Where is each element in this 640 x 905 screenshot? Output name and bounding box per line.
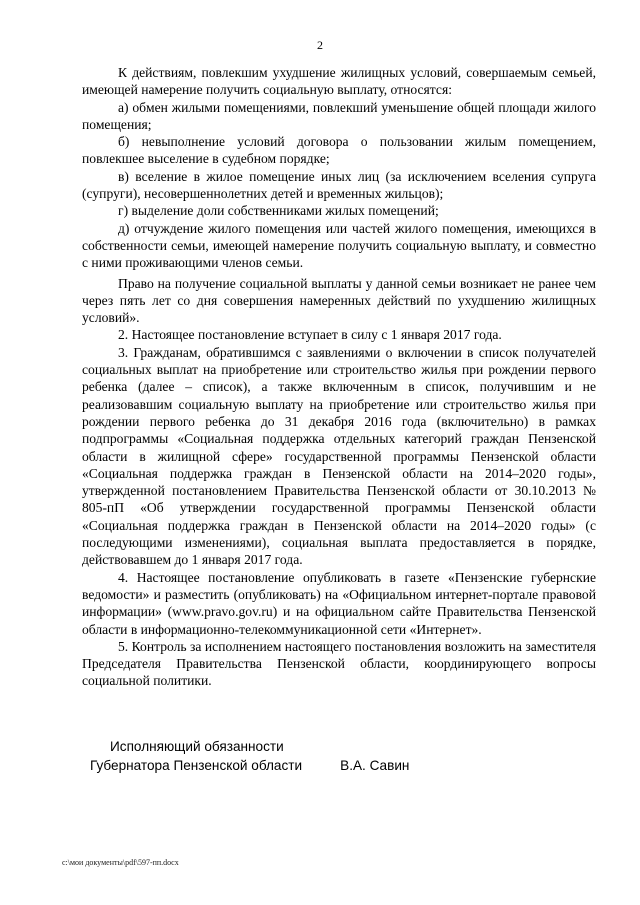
paragraph-intro: К действиям, повлекшим ухудшение жилищных условий, совершаемым семьей, имеющей намерение получить социальную выплату, относятся: bbox=[82, 65, 596, 98]
paragraph-clause-5: 5. Контроль за исполнением настоящего постановления возложить на заместителя Председателя Правительства Пензенской области, координирующего вопросы социальной политики. bbox=[82, 638, 596, 689]
signature-block bbox=[82, 737, 596, 775]
signature-position-line2: Губернатора Пензенской области bbox=[90, 758, 303, 773]
paragraph-right-to-payment: Право на получение социальной выплаты у данной семьи возникает не ранее чем через пять лет со дня совершения намеренных действий по ухудшению жилищных условий». bbox=[82, 275, 596, 326]
signatory-name: В.А. Савин bbox=[340, 758, 410, 773]
footer-file-path: c:\мои документы\pdf\597-пп.docx bbox=[62, 858, 179, 867]
paragraph-item-e: д) отчуждение жилого помещения или частей жилого помещения, имеющихся в собственности семьи, имеющей намерение получить социальную выплату, и совместно с ними проживающими членов семьи. bbox=[82, 220, 596, 271]
paragraph-item-a: а) обмен жилыми помещениями, повлекший уменьшение общей площади жилого помещения; bbox=[82, 99, 596, 132]
signature-row bbox=[82, 756, 596, 775]
paragraph-clause-4: 4. Настоящее постановление опубликовать в газете «Пензенские губернские ведомости» и разместить (опубликовать) на «Официальном интернет-портале правовой информации» (www.pravo.gov.ru) и на официальном сайте Правительства Пензенской области в информационно-телекоммуникационной сети «Интернет». bbox=[82, 569, 596, 637]
paragraph-item-d: г) выделение доли собственниками жилых помещений; bbox=[118, 203, 439, 219]
paragraph-clause-2: 2. Настоящее постановление вступает в силу с 1 января 2017 года. bbox=[118, 327, 502, 343]
document-body bbox=[82, 64, 596, 690]
paragraph-clause-3: 3. Гражданам, обратившимся с заявлениями о включении в список получателей социальных выплат на приобретение или строительство жилья при рождении первого ребенка (далее – список), а также включенным в список, получившим и не реализовавшим социальную выплату на приобретение или строительство жилья при рождении первого ребенка до 31 декабря 2016 года (включительно) в рамках подпрограммы «Социальная поддержка отдельных категорий граждан Пензенской области в жилищной сфере» государственной программы Пензенской области «Социальная поддержка граждан в Пензенской области на 2014–2020 годы», утвержденной постановлением Правительства Пензенской области от 30.10.2013 № 805-пП «Об утверждении государственной программы Пензенской области «Социальная поддержка граждан в Пензенской области на 2014–2020 годы» (с последующими изменениями), социальная выплата предоставляется в порядке, действовавшем до 1 января 2017 года. bbox=[82, 344, 596, 568]
signature-position-line1: Исполняющий обязанности bbox=[110, 739, 284, 754]
paragraph-item-c: в) вселение в жилое помещение иных лиц (за исключением вселения супруга (супруги), несовершеннолетних детей и временных жильцов); bbox=[82, 168, 596, 202]
page-number: 2 bbox=[317, 38, 323, 52]
paragraph-item-b: б) невыполнение условий договора о пользовании жилым помещением, повлекшее выселение в судебном порядке; bbox=[82, 134, 596, 167]
